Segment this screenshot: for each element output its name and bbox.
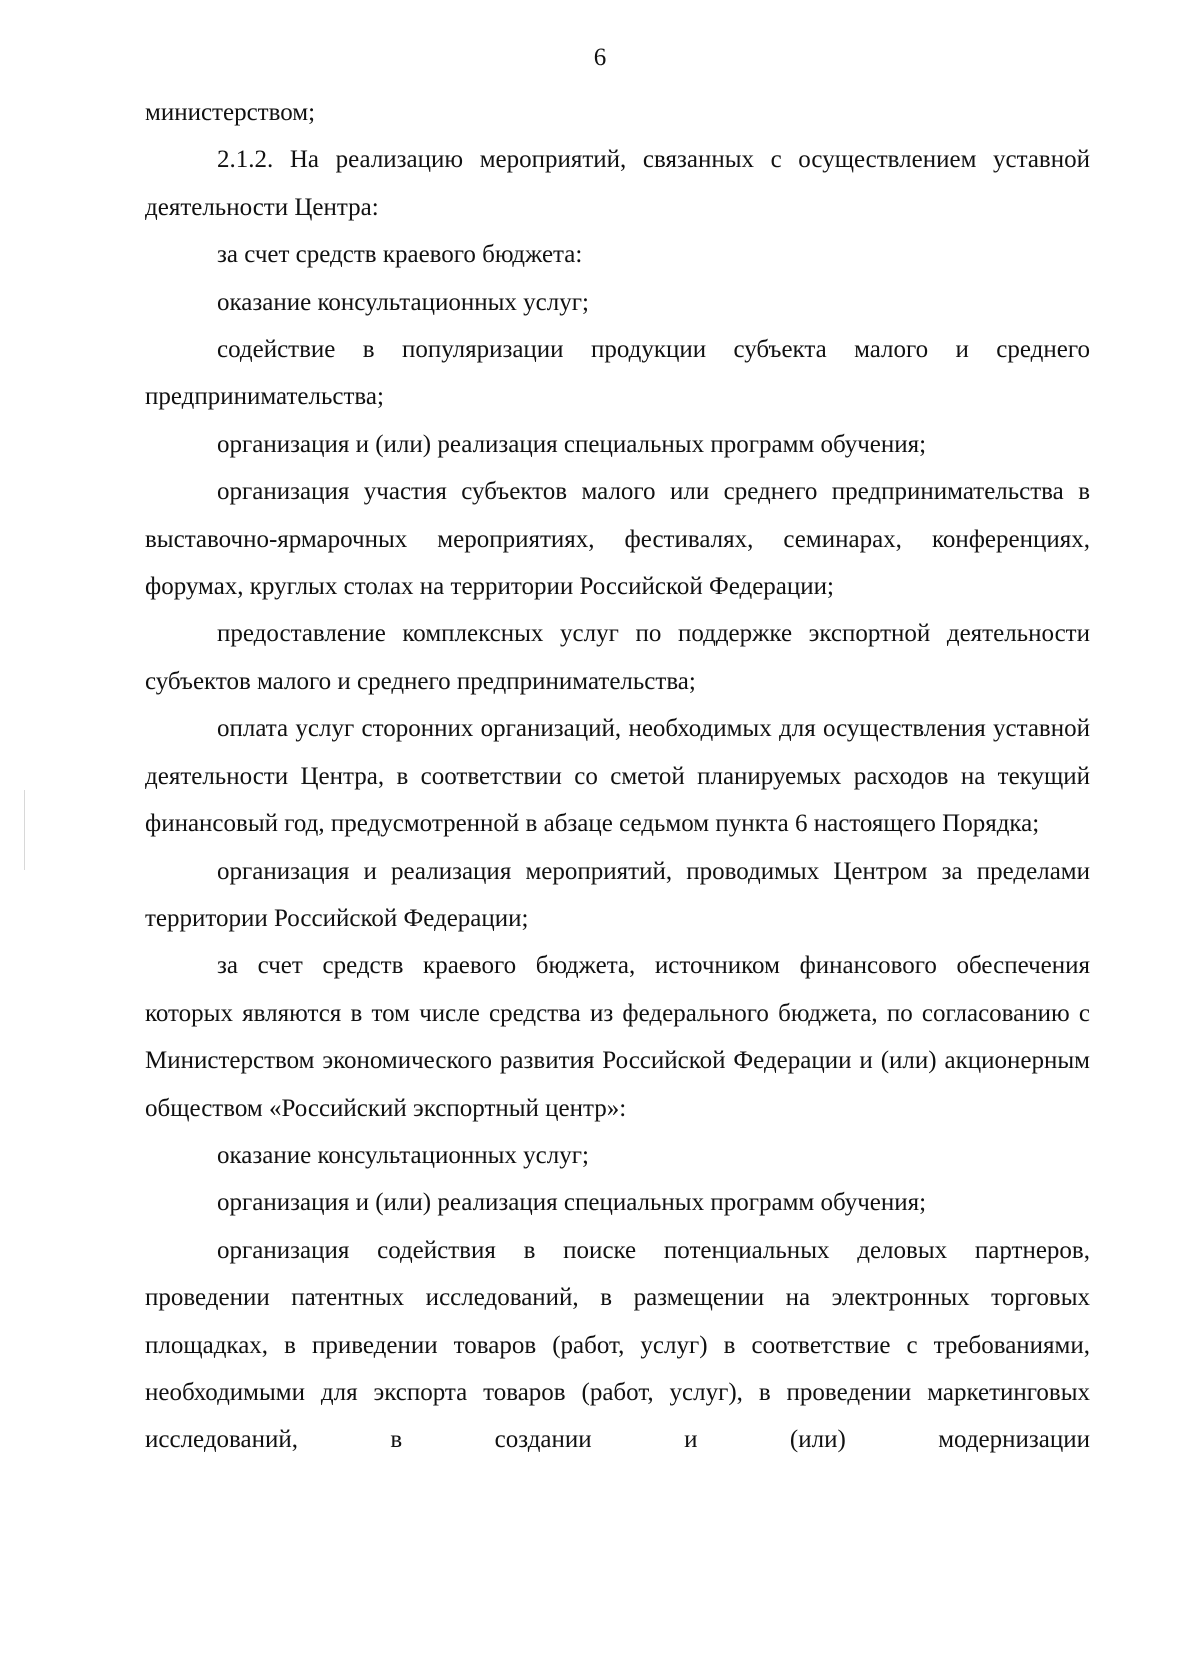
list-item-training-programs-federal: организация и (или) реализация специальных программ обучения; xyxy=(217,1189,927,1217)
list-item-third-party-services: оплата услуг сторонних организаций, необходимых для осуществления уставной деятельности Центра, в соответствии со сметой планируемых расходов на текущий финансовый год, предусмотренной в абзаце седьмом пункта 6 настоящего Порядка; xyxy=(145,715,1090,838)
list-item-consulting-services: оказание консультационных услуг; xyxy=(217,288,589,316)
scan-artifact-line xyxy=(24,790,25,870)
paragraph-continuation: министерством; xyxy=(145,99,316,126)
paragraph-clause-2-1-2: 2.1.2. На реализацию мероприятий, связанных с осуществлением уставной деятельности Центра: xyxy=(145,146,1090,221)
list-item-consulting-services-federal: оказание консультационных услуг; xyxy=(217,1141,589,1169)
paragraph-regional-budget-heading: за счет средств краевого бюджета: xyxy=(217,241,583,269)
list-item-training-programs: организация и (или) реализация специальных программ обучения; xyxy=(217,430,927,458)
page-number: 6 xyxy=(593,44,607,71)
list-item-exhibition-participation: организация участия субъектов малого или среднего предпринимательства в выставочно-ярмарочных мероприятиях, фестивалях, семинарах, конференциях, форумах, круглых столах на территории Российской Федерации; xyxy=(145,478,1090,601)
list-item-product-promotion: содействие в популяризации продукции субъекта малого и среднего предпринимательства; xyxy=(145,336,1090,411)
list-item-foreign-events: организация и реализация мероприятий, проводимых Центром за пределами территории Российской Федерации; xyxy=(145,857,1090,932)
document-body xyxy=(145,89,1090,1464)
list-item-export-support: предоставление комплексных услуг по поддержке экспортной деятельности субъектов малого и среднего предпринимательства; xyxy=(145,620,1090,695)
paragraph-federal-cofinancing-heading: за счет средств краевого бюджета, источником финансового обеспечения которых являются в том числе средства из федерального бюджета, по согласованию с Министерством экономического развития Российской Федерации и (или) акционерным обществом «Российский экспортный центр»: xyxy=(145,952,1090,1122)
list-item-partner-search: организация содействия в поиске потенциальных деловых партнеров, проведении патентных исследований, в размещении на электронных торговых площадках, в приведении товаров (работ, услуг) в соответствие с требованиями, необходимыми для экспорта товаров (работ, услуг), в проведении маркетинговых исследований, в создании и (или) модернизации xyxy=(145,1236,1090,1454)
